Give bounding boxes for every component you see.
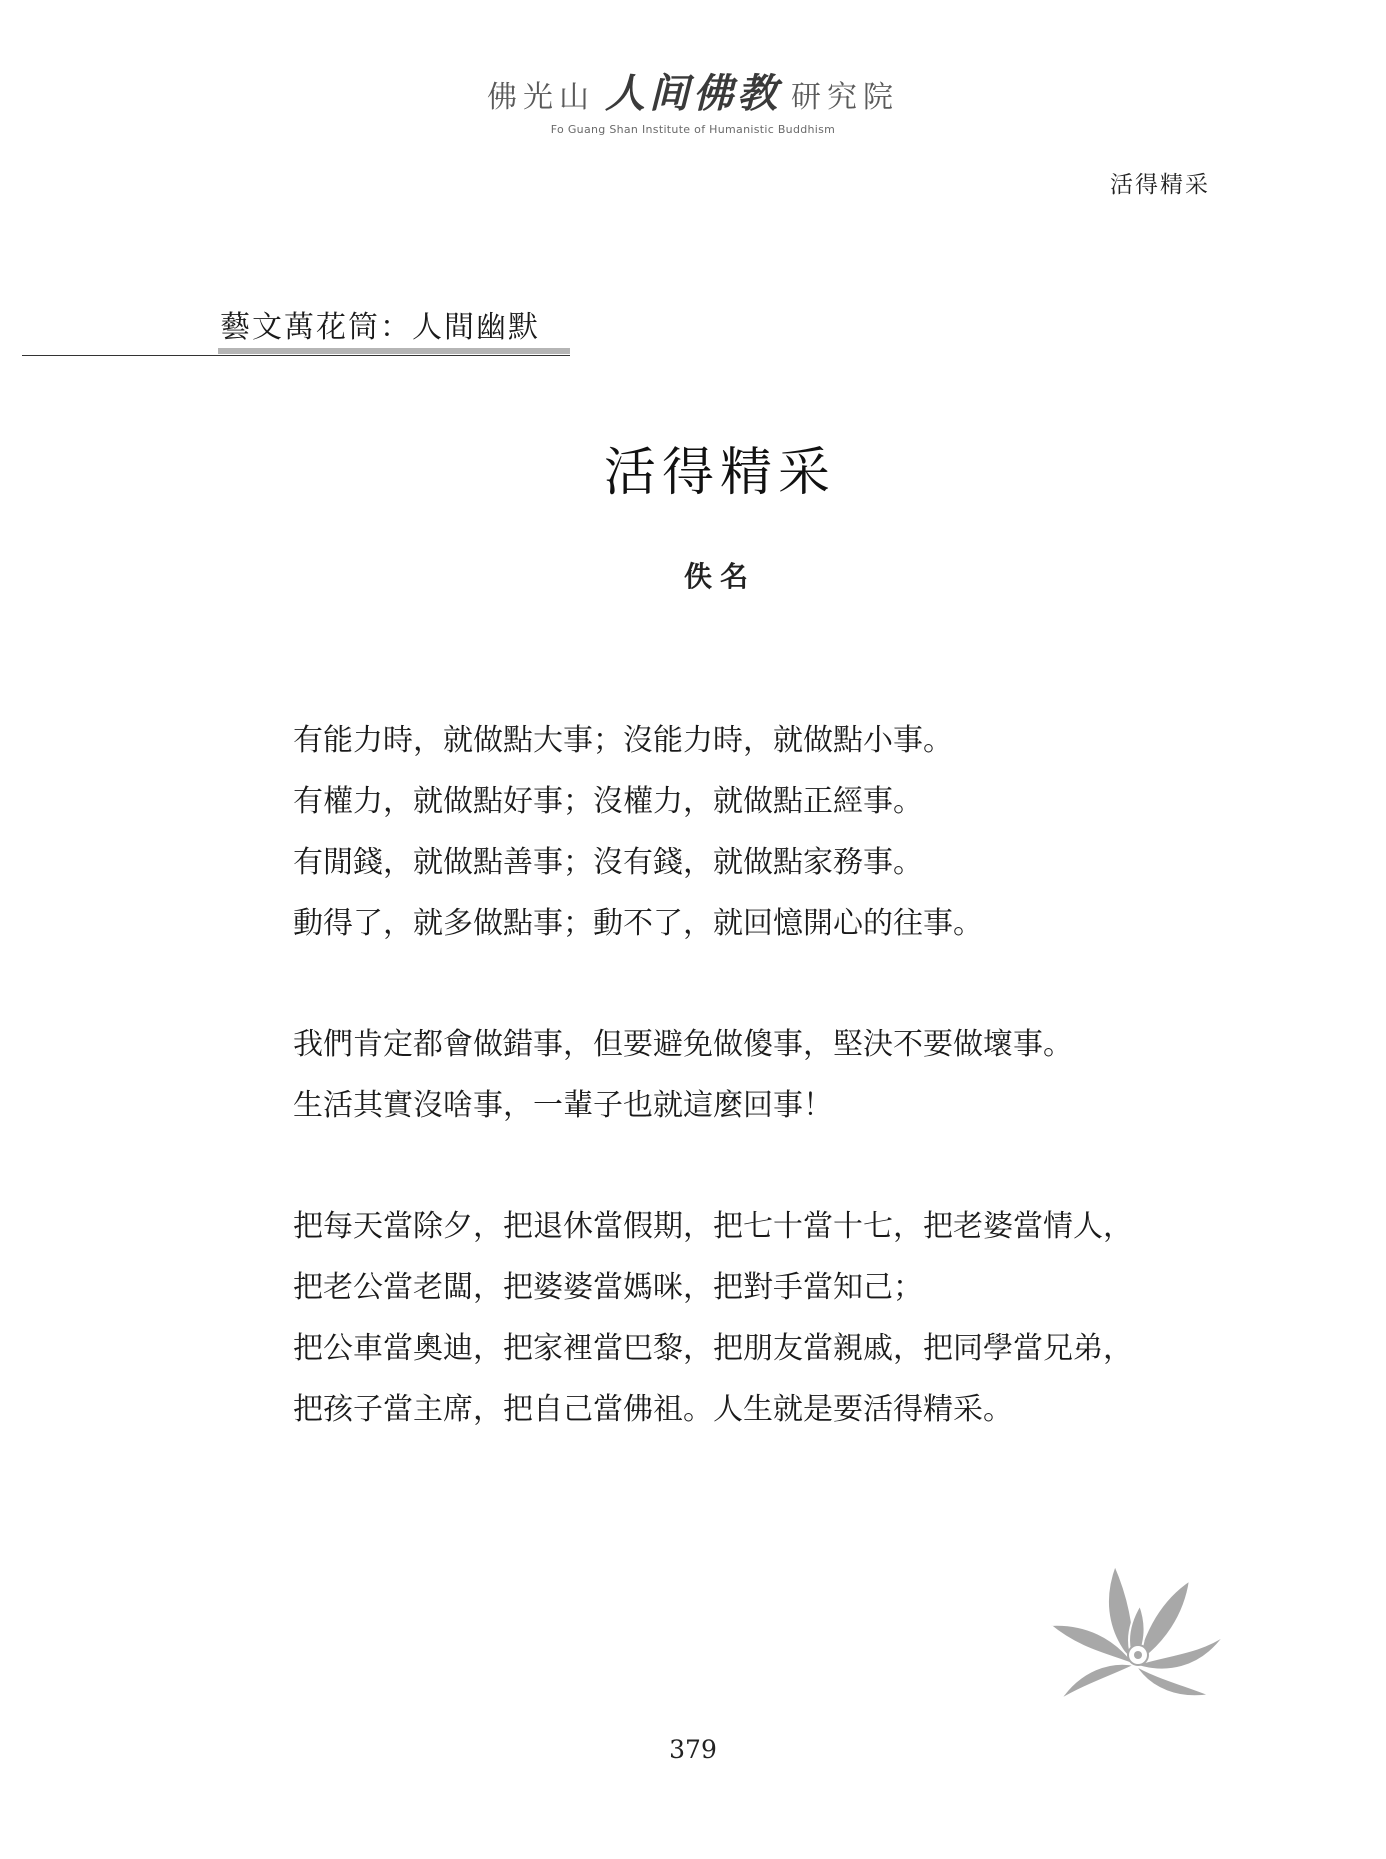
article-body: [293, 710, 1253, 1500]
body-line: 生活其實沒啥事，一輩子也就這麼回事！: [293, 1088, 833, 1123]
body-line: 有權力，就做點好事；沒權力，就做點正經事。: [293, 784, 923, 819]
stanza-2: [293, 1014, 1253, 1136]
lotus-icon: [1040, 1545, 1230, 1705]
publisher-name: [487, 62, 899, 119]
publisher-name-suffix: 研究院: [791, 80, 899, 115]
page-number: 379: [669, 1735, 717, 1764]
body-line: 把每天當除夕，把退休當假期，把七十當十七，把老婆當情人，: [293, 1209, 1133, 1244]
body-line: 有閒錢，就做點善事；沒有錢，就做點家務事。: [293, 845, 923, 880]
publisher-name-prefix: 佛光山: [487, 80, 595, 115]
section-underline-thin: [22, 355, 570, 356]
body-line: 把公車當奧迪，把家裡當巴黎，把朋友當親戚，把同學當兄弟，: [293, 1331, 1133, 1366]
running-head: 活得精采: [1110, 172, 1210, 198]
article-author: 佚名: [683, 560, 756, 593]
section-underline-thick: [218, 348, 570, 354]
stanza-1: [293, 710, 1253, 954]
publisher-name-brush: 人间佛教: [605, 70, 781, 117]
article-title: 活得精采: [603, 443, 836, 503]
body-line: 把孩子當主席，把自己當佛祖。人生就是要活得精采。: [293, 1392, 1013, 1427]
body-line: 有能力時，就做點大事；沒能力時，就做點小事。: [293, 723, 953, 758]
publisher-english-name: Fo Guang Shan Institute of Humanistic Buddhism: [550, 123, 836, 136]
body-line: 把老公當老闆，把婆婆當媽咪，把對手當知己；: [293, 1270, 923, 1305]
body-line: 我們肯定都會做錯事，但要避免做傻事，堅決不要做壞事。: [293, 1027, 1073, 1062]
body-line: 動得了，就多做點事；動不了，就回憶開心的往事。: [293, 906, 983, 941]
section-label: 藝文萬花筒：人間幽默: [220, 310, 540, 345]
publisher-logo: [0, 62, 1386, 136]
stanza-3: [293, 1196, 1253, 1440]
